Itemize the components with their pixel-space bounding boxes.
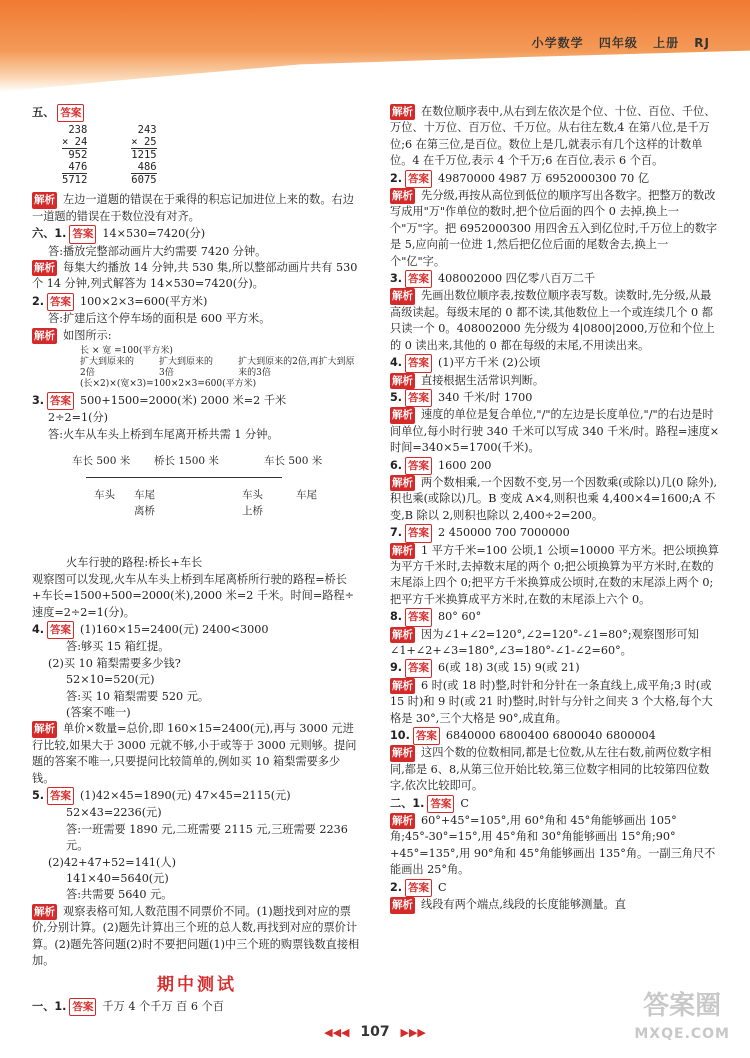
answer-text: 如图所示: [63, 328, 112, 342]
diagram-note: 扩大到原来的3倍 [159, 357, 214, 379]
answer-line [390, 727, 720, 745]
answer-line [390, 407, 720, 456]
header-volume: 上册 [653, 36, 680, 50]
question-number: 10. [390, 729, 410, 743]
answer-text: 观察图可以发现,火车从车头上桥到车尾离桥所行驶的路程=桥长+车长=1500+500=2000(米),2000 米=2 千米。时间=路程÷速度=2÷2=1(分)。 [32, 572, 354, 619]
analysis-tag: 解析 [32, 721, 57, 737]
answer-text: 直接根据生活常识判断。 [421, 373, 545, 387]
diagram-formula: 长 × 宽 =100(平方米) [80, 346, 173, 357]
answer-line [390, 627, 720, 660]
analysis-tag: 解析 [390, 543, 415, 559]
answer-line [32, 410, 362, 426]
answer-line [32, 904, 362, 970]
answer-line [390, 188, 720, 270]
answer-text: 先分级,再按从高位到低位的顺序写出各数字。把整万的数改写成用"万"作单位的数时,把个位后面的四个 0 去掉,换上一个"万"字。把 6952000300 用四舍五入到亿位时,千万位上的数字是 5,应向前一位进 1,然后把亿位后面的尾数舍去,换上一个"亿"字。 [390, 189, 718, 268]
answer-text: 单价×数量=总价,即 160×15=2400(元),再与 3000 元进行比较,如果大于 3000 元就不够,小于或等于 3000 元则够。提问题的答案不唯一,只要提问比较简单的,例如买 10 箱梨需要多少钱。 [32, 722, 357, 785]
question-number: 2. [390, 171, 403, 185]
answer-text: 这四个数的位数相同,都是七位数,从左往右数,前两位数字相同,都是 6、8,从第三位开始比较,第三位数字相同的比较第四位数字,依次比较即可。 [390, 746, 712, 793]
answer-line [32, 328, 362, 344]
answer-text: 每集大约播放 14 分钟,共 530 集,所以整部动画片共有 530 个 14 分钟,列式解答为 14×530=7420(分)。 [32, 261, 358, 291]
question-number: 4. [32, 622, 45, 636]
answer-line [390, 678, 720, 727]
answer-line [32, 104, 362, 122]
answer-line [390, 813, 720, 879]
header-subject: 小学数学 [531, 36, 584, 50]
answer-line [32, 311, 362, 327]
question-number: 二、1. [390, 796, 425, 810]
question-number: 8. [390, 610, 403, 624]
train-bridge-diagram [32, 447, 362, 551]
page-number: 107 [360, 1024, 390, 1040]
answer-text: 因为∠1+∠2=120°,∠2=120°-∠1=80°;观察图形可知∠1+∠2+∠3=180°,∠3=180°-∠1-∠2=60°。 [390, 627, 699, 657]
analysis-tag: 解析 [32, 260, 57, 276]
train-label: 车尾 [296, 489, 317, 502]
answer-line [390, 457, 720, 475]
answer-tag: 答案 [47, 621, 74, 639]
answer-tag: 答案 [427, 795, 454, 813]
answer-tag: 答案 [69, 225, 96, 243]
answer-text: 49870000 4987 万 6952000300 70 亿 [438, 171, 650, 185]
analysis-tag: 解析 [32, 904, 57, 920]
answer-line [32, 871, 362, 887]
header-grade: 四年级 [598, 36, 638, 50]
answer-line [32, 721, 362, 787]
answer-text: 答:一班需要 1890 元,二班需要 2115 元,三班需要 2236 元。 [66, 822, 348, 853]
answer-line [32, 244, 362, 260]
answer-text: 先画出数位顺序表,按数位顺序表写数。读数时,先分级,从最高级读起。每级末尾的 0 都不读,其他数位上一个或连续几个 0 都只读一个 0。408002000 先分级为 4|0800|2000,万位和个位上的 0 读出来,其他的 0 都在每级的末尾,不用读出来。 [390, 289, 715, 352]
answer-line [390, 608, 720, 626]
analysis-tag: 解析 [390, 407, 415, 423]
answer-text: 500+1500=2000(米) 2000 米=2 千米 [80, 394, 287, 408]
question-number: 7. [390, 526, 403, 540]
answer-text: (1)42×45=1890(元) 47×45=2115(元) [80, 788, 291, 802]
answer-tag: 答案 [405, 879, 432, 897]
answer-text: C [460, 796, 469, 810]
answer-line [32, 672, 362, 688]
train-label: 车尾 [134, 489, 155, 502]
answer-tag: 答案 [405, 170, 432, 188]
answer-text: 线段有两个端点,线段的长度能够测量。直 [421, 898, 626, 912]
answer-text: 答:扩建后这个停车场的面积是 600 平方米。 [48, 312, 271, 326]
answer-line [32, 656, 362, 672]
answer-tag: 答案 [69, 998, 96, 1016]
answer-line [390, 879, 720, 897]
header-edition: RJ [694, 36, 710, 50]
answer-line [32, 998, 362, 1016]
diagram-arrows [80, 357, 362, 379]
answer-text: 左边一道题的错误在于乘得的积忘记加进位上来的数。右边一道题的错误在于数位没有对齐。 [32, 193, 354, 223]
answer-line [32, 392, 362, 410]
answer-text: 千万 4 个千万 百 6 个百 [102, 999, 224, 1013]
question-number: 6. [390, 458, 403, 472]
analysis-tag: 解析 [390, 897, 415, 913]
analysis-tag: 解析 [32, 192, 57, 208]
answer-line [390, 270, 720, 288]
calc-row: 476 [68, 161, 88, 174]
bridge-line [86, 477, 282, 478]
answer-text: 340 千米/时 1700 [438, 390, 533, 404]
left-column [32, 104, 362, 1016]
answer-line [32, 705, 362, 721]
answer-tag: 答案 [405, 608, 432, 626]
question-number: 9. [390, 661, 403, 675]
answer-text: 在数位顺序表中,从右到左依次是个位、十位、百位、千位、万位、十万位、百万位、千万位。从右往左数,4 在第八位,是千万位;6 在第三位,是百位。数位上是几,就表示有几个这样的计数单位。4 在千万位,表示 4 个千万;6 在百位,表示 6 个百。 [390, 105, 716, 168]
answer-tag: 答案 [405, 524, 432, 542]
watermark-main: 答案圈 [643, 991, 722, 1021]
multiplication-work [32, 124, 362, 186]
answer-line [390, 104, 720, 170]
answer-line [390, 543, 720, 609]
answer-text: 火车行驶的路程:桥长+车长 [66, 556, 203, 570]
train-label: 上桥 [242, 505, 263, 518]
analysis-tag: 解析 [390, 288, 415, 304]
calc-row: × 25 [131, 136, 157, 149]
train-label: 车长 500 米 [72, 455, 131, 468]
answer-text: 408002000 四亿零八百万二千 [438, 272, 596, 286]
answer-text: 14×530=7420(分) [102, 227, 206, 241]
diagram-result: (长×2)×(宽×3)=100×2×3=600(平方米) [80, 379, 257, 390]
answer-line [32, 689, 362, 705]
train-label: 车头 [242, 489, 263, 502]
answer-tag: 答案 [405, 270, 432, 288]
answer-line [390, 373, 720, 389]
answer-text: 答:共需要 5640 元。 [66, 888, 173, 902]
prev-arrows-icon: ◀◀◀ [324, 1026, 350, 1039]
answer-text: 答:火车从车头上桥到车尾离开桥共需 1 分钟。 [48, 427, 279, 441]
train-label: 车头 [94, 489, 115, 502]
answer-line [32, 805, 362, 821]
answer-line [32, 621, 362, 639]
analysis-tag: 解析 [32, 328, 57, 344]
answer-line [390, 659, 720, 677]
question-number: 4. [390, 356, 403, 370]
calc-row: 486 [137, 161, 157, 174]
answer-text: 6(或 18) 3(或 15) 9(或 21) [438, 661, 580, 675]
right-column [390, 104, 720, 914]
answer-text: 52×43=2236(元) [66, 806, 162, 820]
answer-text: (2)买 10 箱梨需要多少钱? [48, 656, 181, 670]
answer-line [32, 260, 362, 293]
answer-tag: 答案 [405, 457, 432, 475]
watermark-logo [634, 992, 730, 1048]
answer-text: 141×40=5640(元) [66, 872, 169, 885]
answer-tag: 答案 [413, 727, 440, 745]
answer-line [32, 787, 362, 805]
next-arrows-icon: ▶▶▶ [400, 1026, 426, 1039]
vertical-multiplication [62, 124, 87, 186]
analysis-tag: 解析 [390, 188, 415, 204]
section-title: 期中测试 [157, 975, 237, 996]
answer-tag: 答案 [405, 354, 432, 372]
question-number: 5. [32, 788, 45, 802]
answer-text: (1)平方千米 (2)公顷 [438, 356, 541, 370]
analysis-tag: 解析 [390, 373, 415, 389]
analysis-tag: 解析 [390, 475, 415, 491]
answer-line [390, 897, 720, 913]
answer-text: 速度的单位是复合单位,"/"的左边是长度单位,"/"的右边是时间单位,每小时行驶 340 千米可以写成 340 千米/时。路程=速度×时间=340×5=1700(千米)。 [390, 408, 720, 455]
train-label: 桥长 1500 米 [154, 455, 219, 468]
answer-line [390, 524, 720, 542]
answer-text: 100×2×3=600(平方米) [80, 294, 208, 308]
diagram-note: 扩大到原来的2倍,再扩大到原来的3倍 [238, 357, 355, 379]
analysis-tag: 解析 [390, 104, 415, 120]
answer-tag: 答案 [47, 392, 74, 410]
answer-line [32, 639, 362, 655]
answer-tag: 答案 [57, 104, 84, 122]
answer-line [32, 293, 362, 311]
calc-row: × 24 [62, 136, 88, 149]
calc-row: 952 [62, 148, 87, 161]
answer-line [32, 572, 362, 621]
question-number: 六、1. [32, 227, 67, 241]
answer-line [390, 795, 720, 813]
answer-text: (1)160×15=2400(元) 2400<3000 [80, 622, 269, 636]
answer-text: (答案不唯一) [66, 705, 131, 719]
answer-text: (2)42+47+52=141(人) [48, 855, 176, 869]
header-label [522, 34, 710, 51]
answer-text: 80° 60° [438, 610, 482, 624]
answer-line [390, 389, 720, 407]
answer-line [32, 887, 362, 903]
answer-line [390, 745, 720, 794]
vertical-multiplication [131, 124, 156, 186]
answer-text: 答:播放完整部动画片大约需要 7420 分钟。 [48, 244, 267, 258]
calc-row: 1215 [131, 149, 157, 162]
question-number: 3. [390, 272, 403, 286]
calc-row: 6075 [131, 174, 157, 187]
calc-row: 5712 [62, 174, 88, 187]
answer-line [390, 288, 720, 354]
answer-text: 答:买 10 箱梨需要 520 元。 [66, 689, 210, 703]
question-number: 2. [32, 294, 45, 308]
area-diagram [32, 346, 362, 390]
answer-line [32, 555, 362, 571]
answer-line [32, 225, 362, 243]
answer-text: 52×10=520(元) [66, 673, 155, 687]
answer-line [32, 427, 362, 443]
train-label: 车长 500 米 [264, 455, 323, 468]
question-number: 2. [390, 880, 403, 894]
answer-text: 6840000 6800400 6800040 6800004 [445, 729, 656, 743]
answer-text: 1600 200 [438, 458, 492, 472]
answer-line [390, 170, 720, 188]
analysis-tag: 解析 [390, 813, 415, 829]
question-number: 五、 [32, 106, 55, 119]
diagram-note: 扩大到原来的2倍 [80, 357, 135, 379]
analysis-tag: 解析 [390, 745, 415, 761]
answer-tag: 答案 [405, 659, 432, 677]
calc-row: 243 [137, 124, 157, 137]
answer-line [390, 354, 720, 372]
answer-text: 60°+45°=105°,用 60°角和 45°角能够画出 105°角;45°-30°=15°,用 45°角和 30°角能够画出 15°角;90°+45°=135°,用 90°角和 45°角能够画出 135°角。一副三角尺不能画出 25°角。 [390, 814, 716, 877]
answer-tag: 答案 [47, 787, 74, 805]
calc-row: 238 [68, 124, 88, 137]
question-number: 3. [32, 394, 45, 408]
watermark-site: MXQE.COM [634, 1026, 730, 1042]
train-label: 离桥 [134, 505, 155, 518]
answer-text: 2 450000 700 7000000 [438, 526, 570, 540]
answer-line [32, 822, 362, 855]
answer-text: 答:够买 15 箱红提。 [66, 640, 170, 654]
answer-line [32, 855, 362, 871]
answer-text: 两个数相乘,一个因数不变,另一个因数乘(或除以)几(0 除外),积也乘(或除以)几。B 变成 A×4,则积也乘 4,400×4=1600;A 不变,B 除以 2,则积也除以 2,400÷2=200。 [390, 475, 718, 522]
answer-tag: 答案 [405, 389, 432, 407]
analysis-tag: 解析 [390, 678, 415, 694]
answer-text: C [438, 880, 447, 894]
answer-text: 1 平方千米=100 公顷,1 公顷=10000 平方米。把公顷换算为平方千米时,去掉数末尾的两个 0;把公顷换算为平方米时,在数的末尾添上四个 0;把平方千米换算成公顷时,在数的末尾添上两个 0;把平方千米换算成平方米时,在数的末尾添上六个 0。 [390, 543, 719, 606]
answer-line [390, 475, 720, 524]
answer-tag: 答案 [47, 293, 74, 311]
answer-text: 观察表格可知,人数范围不同票价不同。(1)题找到对应的票价,分别计算。(2)题先计算出三个班的总人数,再找到对应的票价计算。(2)题先答问题(2)时不要把问题(1)中三个班的购票钱数直接相加。 [32, 904, 360, 968]
analysis-tag: 解析 [390, 627, 415, 643]
answer-text: 2÷2=1(分) [48, 411, 109, 425]
answer-text: 6 时(或 18 时)整,时针和分针在一条直线上,成平角;3 时(或 15 时)和 9 时(或 21 时)整时,时针与分针之间夹 3 个大格,每个大格是 30°,三个大格是 90°,成直角。 [390, 678, 713, 725]
answer-line [32, 192, 362, 225]
question-number: 5. [390, 390, 403, 404]
question-number: 一、1. [32, 999, 67, 1013]
